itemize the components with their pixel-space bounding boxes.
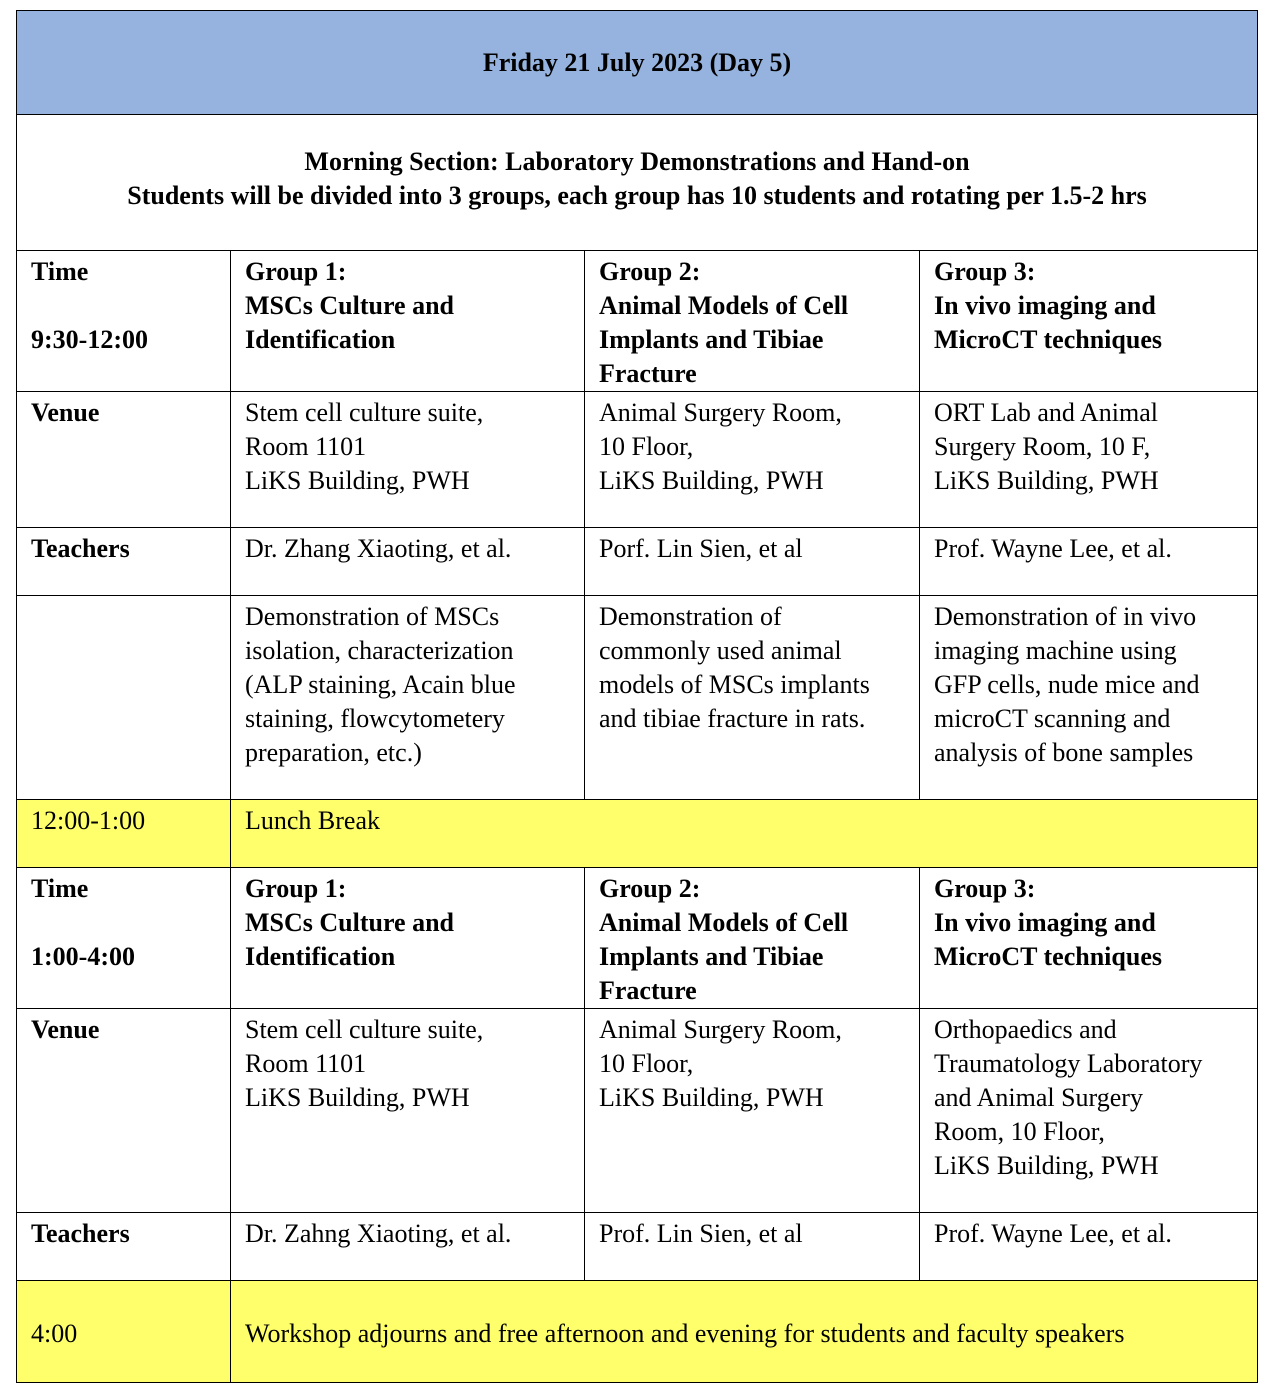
description-line: Demonstration of: [599, 602, 782, 631]
venue-line: Surgery Room, 10 F,: [934, 432, 1151, 461]
venue-line: Traumatology Laboratory: [934, 1049, 1203, 1078]
teacher-group-1: Dr. Zahng Xiaoting, et al.: [231, 1213, 585, 1281]
venue-line: Animal Surgery Room,: [599, 1015, 842, 1044]
venue-line: Stem cell culture suite,: [245, 398, 484, 427]
group-name-line: Animal Models of Cell: [599, 291, 849, 320]
schedule-table: [16, 10, 1258, 1383]
venue-line: LiKS Building, PWH: [599, 466, 824, 495]
group-name-line: In vivo imaging and: [934, 908, 1156, 937]
group-name-line: Animal Models of Cell: [599, 908, 849, 937]
group-name-line: MicroCT techniques: [934, 325, 1162, 354]
day-title: Friday 21 July 2023 (Day 5): [17, 11, 1258, 115]
group-2-header: [585, 868, 920, 1009]
description-line: preparation, etc.): [245, 738, 422, 767]
lunch-time: 12:00-1:00: [17, 800, 231, 868]
time-cell-morning: [17, 251, 231, 392]
venue-line: 10 Floor,: [599, 1049, 694, 1078]
group-heading: Group 1:: [245, 257, 347, 286]
description-line: analysis of bone samples: [934, 738, 1194, 767]
teacher-group-2: Prof. Lin Sien, et al: [585, 1213, 920, 1281]
group-name-line: MicroCT techniques: [934, 942, 1162, 971]
venue-line: Room 1101: [245, 1049, 367, 1078]
teacher-group-3: Prof. Wayne Lee, et al.: [920, 1213, 1258, 1281]
venue-group-1: [231, 392, 585, 528]
description-line: imaging machine using: [934, 636, 1177, 665]
morning-section-title: Morning Section: Laboratory Demonstrations and Hand-on: [304, 147, 970, 176]
group-name-line: Implants and Tibiae: [599, 325, 824, 354]
description-line: GFP cells, nude mice and: [934, 670, 1200, 699]
time-value: 1:00-4:00: [31, 942, 135, 971]
closing-time: 4:00: [17, 1281, 231, 1383]
venue-line: LiKS Building, PWH: [934, 1151, 1159, 1180]
group-name-line: Identification: [245, 325, 396, 354]
group-heading: Group 3:: [934, 874, 1036, 903]
group-name-line: Implants and Tibiae: [599, 942, 824, 971]
group-name-line: Fracture: [599, 976, 697, 1005]
venue-label: Venue: [17, 1009, 231, 1213]
group-1-header: [231, 251, 585, 392]
description-group-2: [585, 596, 920, 800]
venue-line: LiKS Building, PWH: [599, 1083, 824, 1112]
teachers-label: Teachers: [17, 1213, 231, 1281]
description-line: models of MSCs implants: [599, 670, 870, 699]
time-value: 9:30-12:00: [31, 325, 148, 354]
description-line: (ALP staining, Acain blue: [245, 670, 516, 699]
closing-label: Workshop adjourns and free afternoon and evening for students and faculty speakers: [231, 1281, 1258, 1383]
group-2-header: [585, 251, 920, 392]
description-group-3: [920, 596, 1258, 800]
time-label: Time: [31, 257, 89, 286]
venue-line: ORT Lab and Animal: [934, 398, 1158, 427]
time-cell-afternoon: [17, 868, 231, 1009]
lunch-label: Lunch Break: [231, 800, 1258, 868]
venue-group-1: [231, 1009, 585, 1213]
venue-group-2: [585, 392, 920, 528]
venue-group-2: [585, 1009, 920, 1213]
venue-group-3: [920, 392, 1258, 528]
venue-line: LiKS Building, PWH: [245, 466, 470, 495]
group-3-header: [920, 868, 1258, 1009]
venue-line: LiKS Building, PWH: [934, 466, 1159, 495]
description-group-1: [231, 596, 585, 800]
group-name-line: In vivo imaging and: [934, 291, 1156, 320]
description-line: Demonstration of MSCs: [245, 602, 500, 631]
teachers-label: Teachers: [17, 528, 231, 596]
venue-line: Animal Surgery Room,: [599, 398, 842, 427]
group-1-header: [231, 868, 585, 1009]
morning-section-note: Students will be divided into 3 groups, each group has 10 students and rotating per 1.5-2 hrs: [127, 181, 1147, 210]
group-heading: Group 2:: [599, 257, 701, 286]
group-3-header: [920, 251, 1258, 392]
group-heading: Group 2:: [599, 874, 701, 903]
venue-line: and Animal Surgery: [934, 1083, 1143, 1112]
group-heading: Group 1:: [245, 874, 347, 903]
description-line: commonly used animal: [599, 636, 842, 665]
venue-line: Stem cell culture suite,: [245, 1015, 484, 1044]
description-line: and tibiae fracture in rats.: [599, 704, 866, 733]
description-label-empty: [17, 596, 231, 800]
group-name-line: Identification: [245, 942, 396, 971]
teacher-group-1: Dr. Zhang Xiaoting, et al.: [231, 528, 585, 596]
group-name-line: MSCs Culture and: [245, 291, 455, 320]
venue-line: LiKS Building, PWH: [245, 1083, 470, 1112]
morning-section-header: [17, 115, 1258, 251]
group-heading: Group 3:: [934, 257, 1036, 286]
venue-line: Orthopaedics and: [934, 1015, 1117, 1044]
group-name-line: Fracture: [599, 359, 697, 388]
venue-line: Room 1101: [245, 432, 367, 461]
teacher-group-2: Porf. Lin Sien, et al: [585, 528, 920, 596]
description-line: isolation, characterization: [245, 636, 514, 665]
description-line: Demonstration of in vivo: [934, 602, 1197, 631]
venue-line: Room, 10 Floor,: [934, 1117, 1105, 1146]
group-name-line: MSCs Culture and: [245, 908, 455, 937]
venue-line: 10 Floor,: [599, 432, 694, 461]
teacher-group-3: Prof. Wayne Lee, et al.: [920, 528, 1258, 596]
time-label: Time: [31, 874, 89, 903]
venue-label: Venue: [17, 392, 231, 528]
venue-group-3: [920, 1009, 1258, 1213]
description-line: staining, flowcytometery: [245, 704, 505, 733]
description-line: microCT scanning and: [934, 704, 1171, 733]
